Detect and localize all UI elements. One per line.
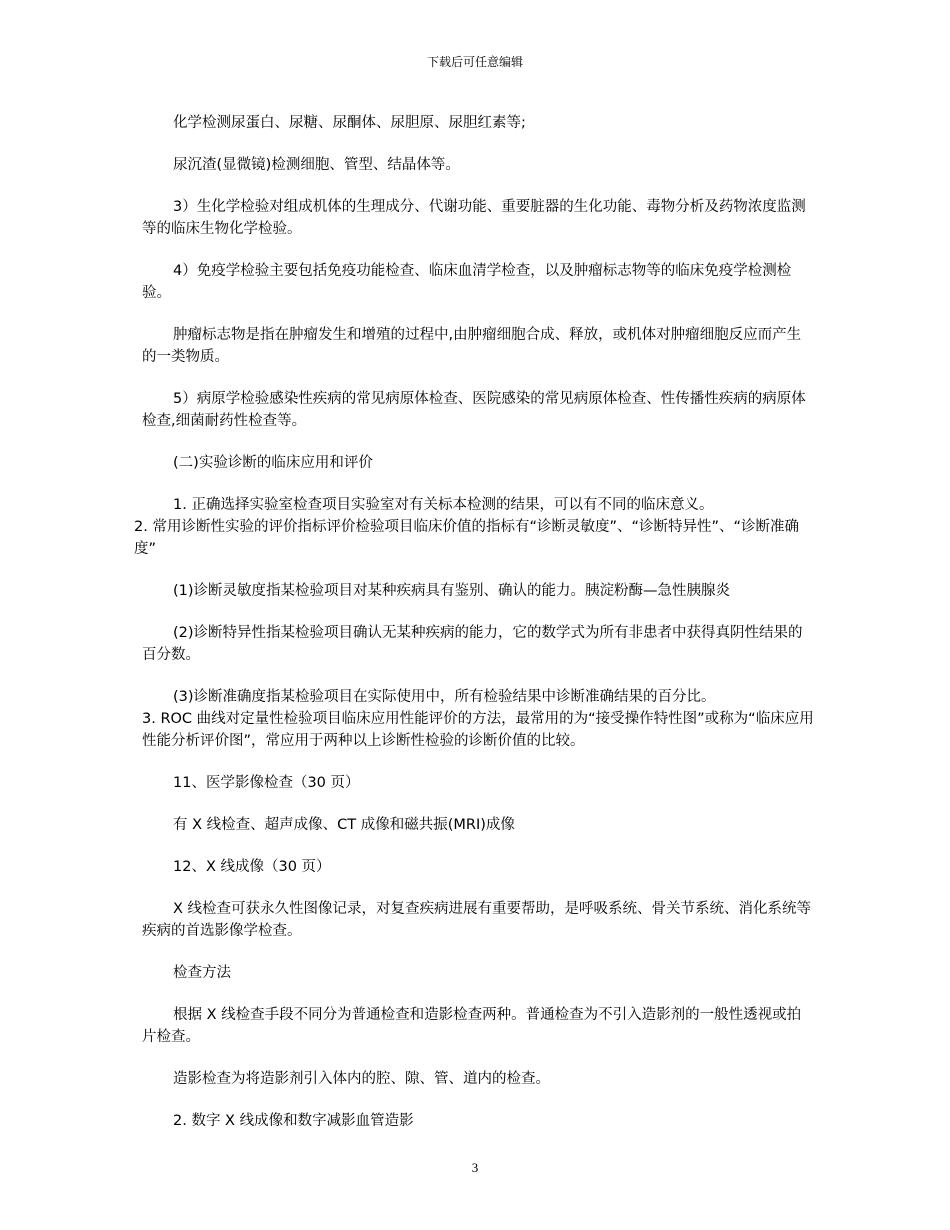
- paragraph-imaging-types: 有 X 线检查、超声成像、CT 成像和磁共振(MRI)成像: [173, 817, 515, 833]
- paragraph-digital-xray: 2. 数字 X 线成像和数字减影血管造影: [173, 1113, 414, 1129]
- paragraph-urine-sediment: 尿沉渣(显微镜)检测细胞、管型、结晶体等。: [173, 157, 460, 173]
- paragraph-roc-curve: 3. ROC 曲线对定量性检验项目临床应用性能评价的方法，最常用的为“接受操作特性图”或称为“临床应用性能分析评价图”，常应用于两种以上诊断性检验的诊断价值的比较。: [142, 711, 814, 749]
- paragraph-methods-heading: 检查方法: [173, 965, 231, 981]
- paragraph-xray-heading: 12、X 线成像（30 页）: [173, 859, 331, 875]
- page-number: 3: [471, 1160, 479, 1175]
- paragraph-evaluation-indicators: 2. 常用诊断性实验的评价指标评价检验项目临床价值的指标有“诊断灵敏度”、“诊断特异性”、“诊断准确度”: [134, 519, 799, 557]
- paragraph-xray-benefits: X 线检查可获永久性图像记录，对复查疾病进展有重要帮助，是呼吸系统、骨关节系统、消化系统等疾病的首选影像学检查。: [142, 901, 812, 939]
- paragraph-immunology: 4）免疫学检验主要包括免疫功能检查、临床血清学检查，以及肿瘤标志物等的临床免疫学检测检验。: [142, 263, 792, 301]
- page-header: 下载后可任意编辑: [426, 55, 523, 69]
- document-body: [134, 112, 814, 1152]
- paragraph-select-tests: 1. 正确选择实验室检查项目实验室对有关标本检测的结果，可以有不同的临床意义。: [173, 497, 714, 513]
- paragraph-tumor-markers: 肿瘤标志物是指在肿瘤发生和增殖的过程中,由肿瘤细胞合成、释放，或机体对肿瘤细胞反应而产生的一类物质。: [142, 327, 802, 365]
- paragraph-methods-types: 根据 X 线检查手段不同分为普通检查和造影检查两种。普通检查为不引入造影剂的一般性透视或拍片检查。: [142, 1007, 802, 1045]
- paragraph-urine-chemistry: 化学检测尿蛋白、尿糖、尿酮体、尿胆原、尿胆红素等;: [173, 115, 526, 131]
- paragraph-contrast-exam: 造影检查为将造影剂引入体内的腔、隙、管、道内的检查。: [173, 1071, 550, 1087]
- paragraph-sensitivity: (1)诊断灵敏度指某检验项目对某种疾病具有鉴别、确认的能力。胰淀粉酶—急性胰腺炎: [173, 583, 731, 599]
- paragraph-specificity: (2)诊断特异性指某检验项目确认无某种疾病的能力，它的数学式为所有非患者中获得真阴性结果的百分数。: [142, 625, 803, 663]
- paragraph-accuracy: (3)诊断准确度指某检验项目在实际使用中，所有检验结果中诊断准确结果的百分比。: [173, 689, 716, 705]
- paragraph-imaging-heading: 11、医学影像检查（30 页）: [173, 775, 360, 791]
- paragraph-pathogen: 5）病原学检验感染性疾病的常见病原体检查、医院感染的常见病原体检查、性传播性疾病的病原体检查,细菌耐药性检查等。: [142, 391, 806, 429]
- paragraph-biochemistry: 3）生化学检验对组成机体的生理成分、代谢功能、重要脏器的生化功能、毒物分析及药物浓度监测等的临床生物化学检验。: [142, 199, 806, 237]
- section-heading-clinical-application: (二)实验诊断的临床应用和评价: [173, 455, 373, 471]
